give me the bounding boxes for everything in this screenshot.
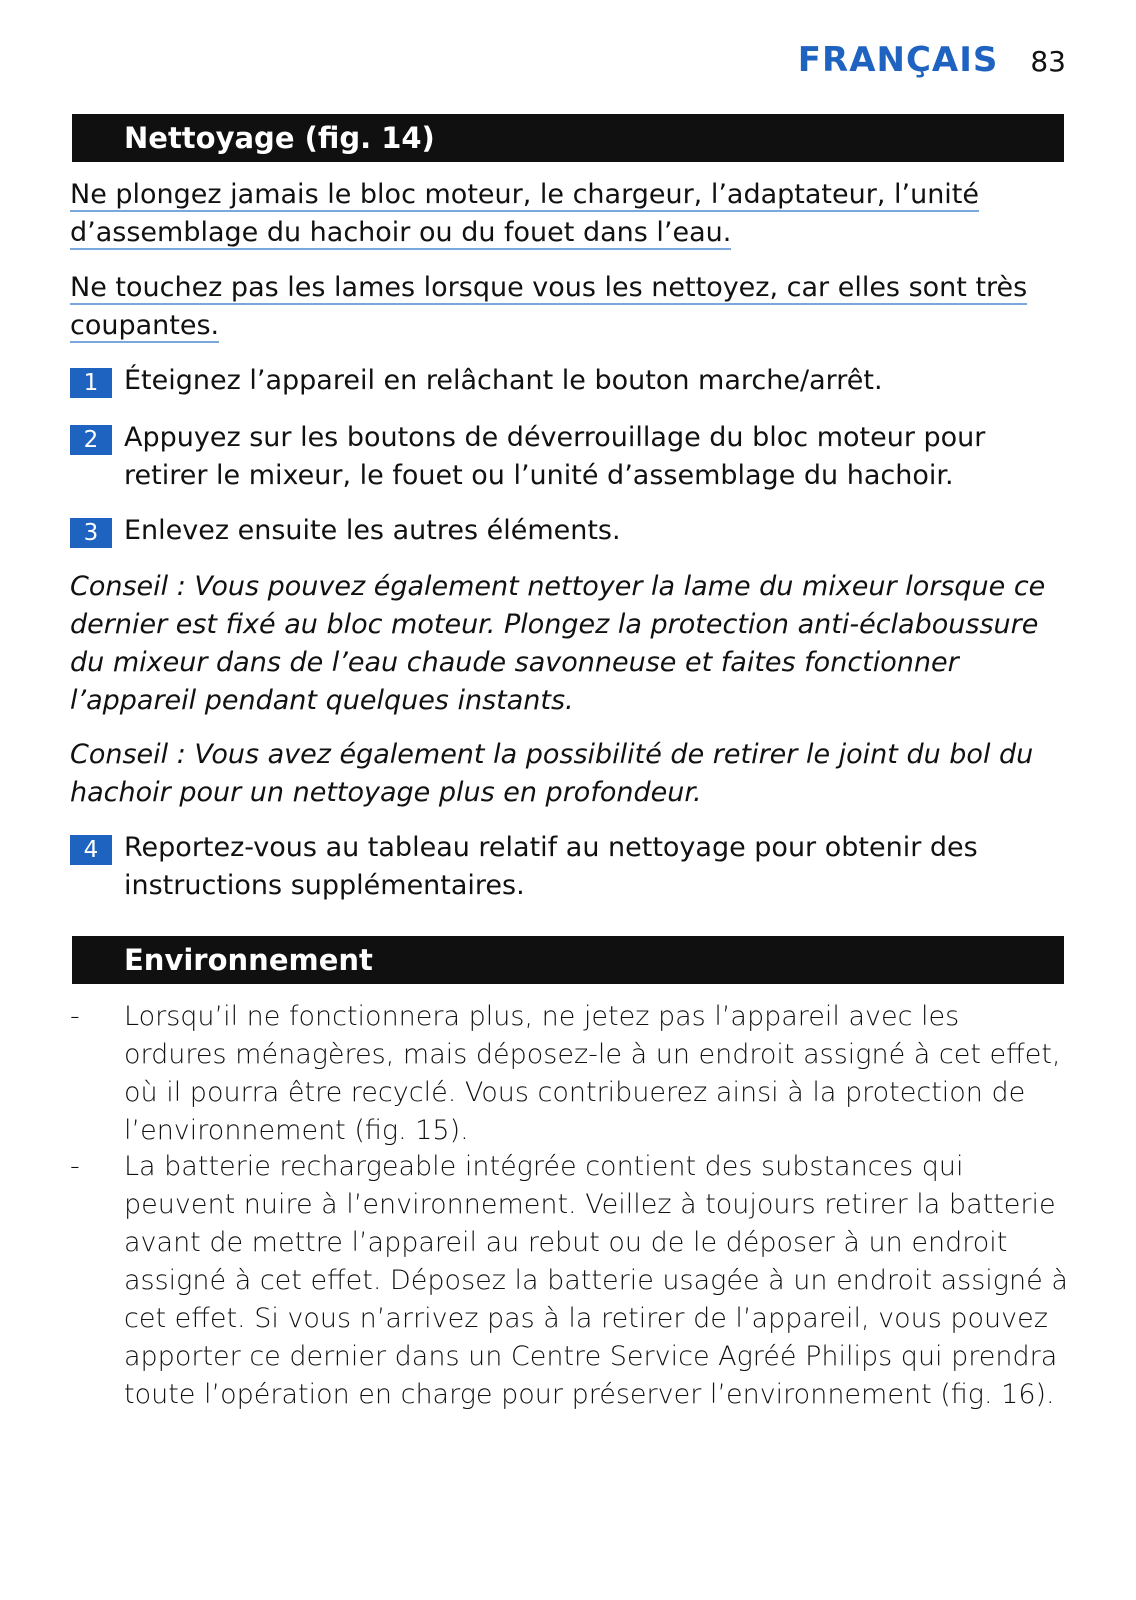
environment-bullet-1 bbox=[70, 998, 1070, 1150]
bullet-dash: - bbox=[70, 1151, 80, 1182]
step-4 bbox=[70, 829, 1060, 905]
step-number-badge: 3 bbox=[70, 518, 112, 548]
step-text: Appuyez sur les boutons de déverrouillage du bloc moteur pour retirer le mixeur, le fouet ou l’unité d’assemblage du hachoir. bbox=[124, 422, 986, 491]
tip-2: Conseil : Vous avez également la possibilité de retirer le joint du bol du hachoir pour un nettoyage plus en profondeur. bbox=[70, 739, 1034, 808]
section-title-environment: Environnement bbox=[72, 936, 1064, 984]
step-text: Éteignez l’appareil en relâchant le bouton marche/arrêt. bbox=[124, 365, 883, 396]
step-1 bbox=[70, 362, 1060, 400]
tip-1: Conseil : Vous pouvez également nettoyer la lame du mixeur lorsque ce dernier est fixé au bloc moteur. Plongez la protection anti-éclaboussure du mixeur dans de l’eau chaude savonneuse et faites fonctionner l’appareil pendant quelques instants. bbox=[70, 571, 1046, 716]
section-title-cleaning: Nettoyage (fig. 14) bbox=[72, 114, 1064, 162]
step-text: Enlevez ensuite les autres éléments. bbox=[124, 515, 621, 546]
warning-text: Ne plongez jamais le bloc moteur, le chargeur, l’adaptateur, l’unité d’assemblage du hachoir ou du fouet dans l’eau. bbox=[70, 179, 980, 248]
page-header bbox=[798, 40, 1066, 80]
bullet-text: La batterie rechargeable intégrée contient des substances qui peuvent nuire à l’environnement. Veillez à toujours retirer la batterie avant de mettre l’appareil au rebut ou de le déposer à un endroit assigné à cet effet. Déposez la batterie usagée à un endroit assigné à cet effet. Si vous n’arrivez pas à la retirer de l’appareil, vous pouvez apporter ce dernier dans un Centre Service Agréé Philips qui prendra toute l’opération en charge pour préserver l’environnement (fig. 16). bbox=[124, 1151, 1068, 1410]
bullet-dash: - bbox=[70, 1001, 80, 1032]
environment-bullet-2 bbox=[70, 1148, 1070, 1414]
warning-text: Ne touchez pas les lames lorsque vous les nettoyez, car elles sont très coupantes. bbox=[70, 272, 1028, 341]
step-number-badge: 4 bbox=[70, 835, 112, 865]
warning-2 bbox=[70, 269, 1060, 345]
bullet-text: Lorsqu’il ne fonctionnera plus, ne jetez pas l’appareil avec les ordures ménagères, mais déposez-le à un endroit assigné à cet effet, où il pourra être recyclé. Vous contribuerez ainsi à la protection de l’environnement (fig. 15). bbox=[124, 1001, 1061, 1146]
warning-1 bbox=[70, 176, 1060, 252]
step-number-badge: 1 bbox=[70, 368, 112, 398]
step-3 bbox=[70, 512, 1060, 550]
language-label: FRANÇAIS bbox=[797, 40, 999, 80]
page-number: 83 bbox=[1030, 45, 1066, 78]
step-2 bbox=[70, 419, 1060, 495]
step-number-badge: 2 bbox=[70, 425, 112, 455]
step-text: Reportez-vous au tableau relatif au nettoyage pour obtenir des instructions supplémentaires. bbox=[124, 832, 978, 901]
